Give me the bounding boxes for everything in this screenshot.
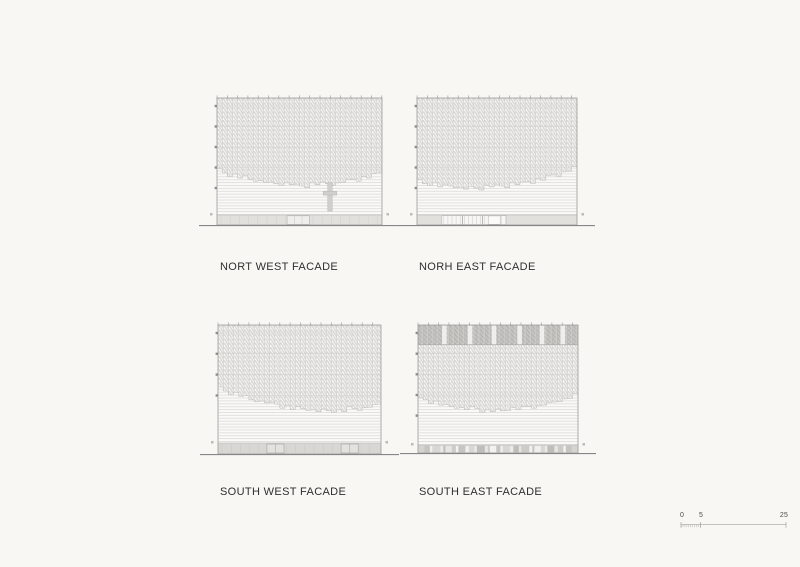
- facade-drawing-north-west: [197, 92, 402, 244]
- scale-label-25: 25: [779, 512, 789, 519]
- facade-label-south-east: SOUTH EAST FACADE: [419, 486, 543, 498]
- facade-label-south-west: SOUTH WEST FACADE: [220, 486, 347, 498]
- facade-drawing-south-east: [398, 319, 598, 472]
- facade-elevation-sw: [200, 322, 399, 454]
- scale-label-5: 5: [698, 512, 704, 519]
- facade-elevation-nw: [199, 95, 400, 225]
- facade-label-north-east: NORH EAST FACADE: [419, 261, 536, 273]
- scale-bar-ruler: [678, 521, 793, 533]
- base-level: [217, 215, 382, 225]
- facade-drawing-south-west: [198, 319, 401, 473]
- top-band: [418, 325, 578, 345]
- facade-drawing-north-east: [397, 92, 597, 244]
- facade-elevation-se: [400, 322, 596, 453]
- facade-label-north-west: NORT WEST FACADE: [220, 261, 339, 273]
- scale-bar: [678, 512, 793, 536]
- scale-label-0: 0: [679, 512, 685, 519]
- base-level: [418, 445, 578, 453]
- facade-elevation-ne: [399, 95, 595, 225]
- base-level: [218, 443, 381, 454]
- base-level: [417, 215, 577, 225]
- slat-screen: [217, 98, 382, 188]
